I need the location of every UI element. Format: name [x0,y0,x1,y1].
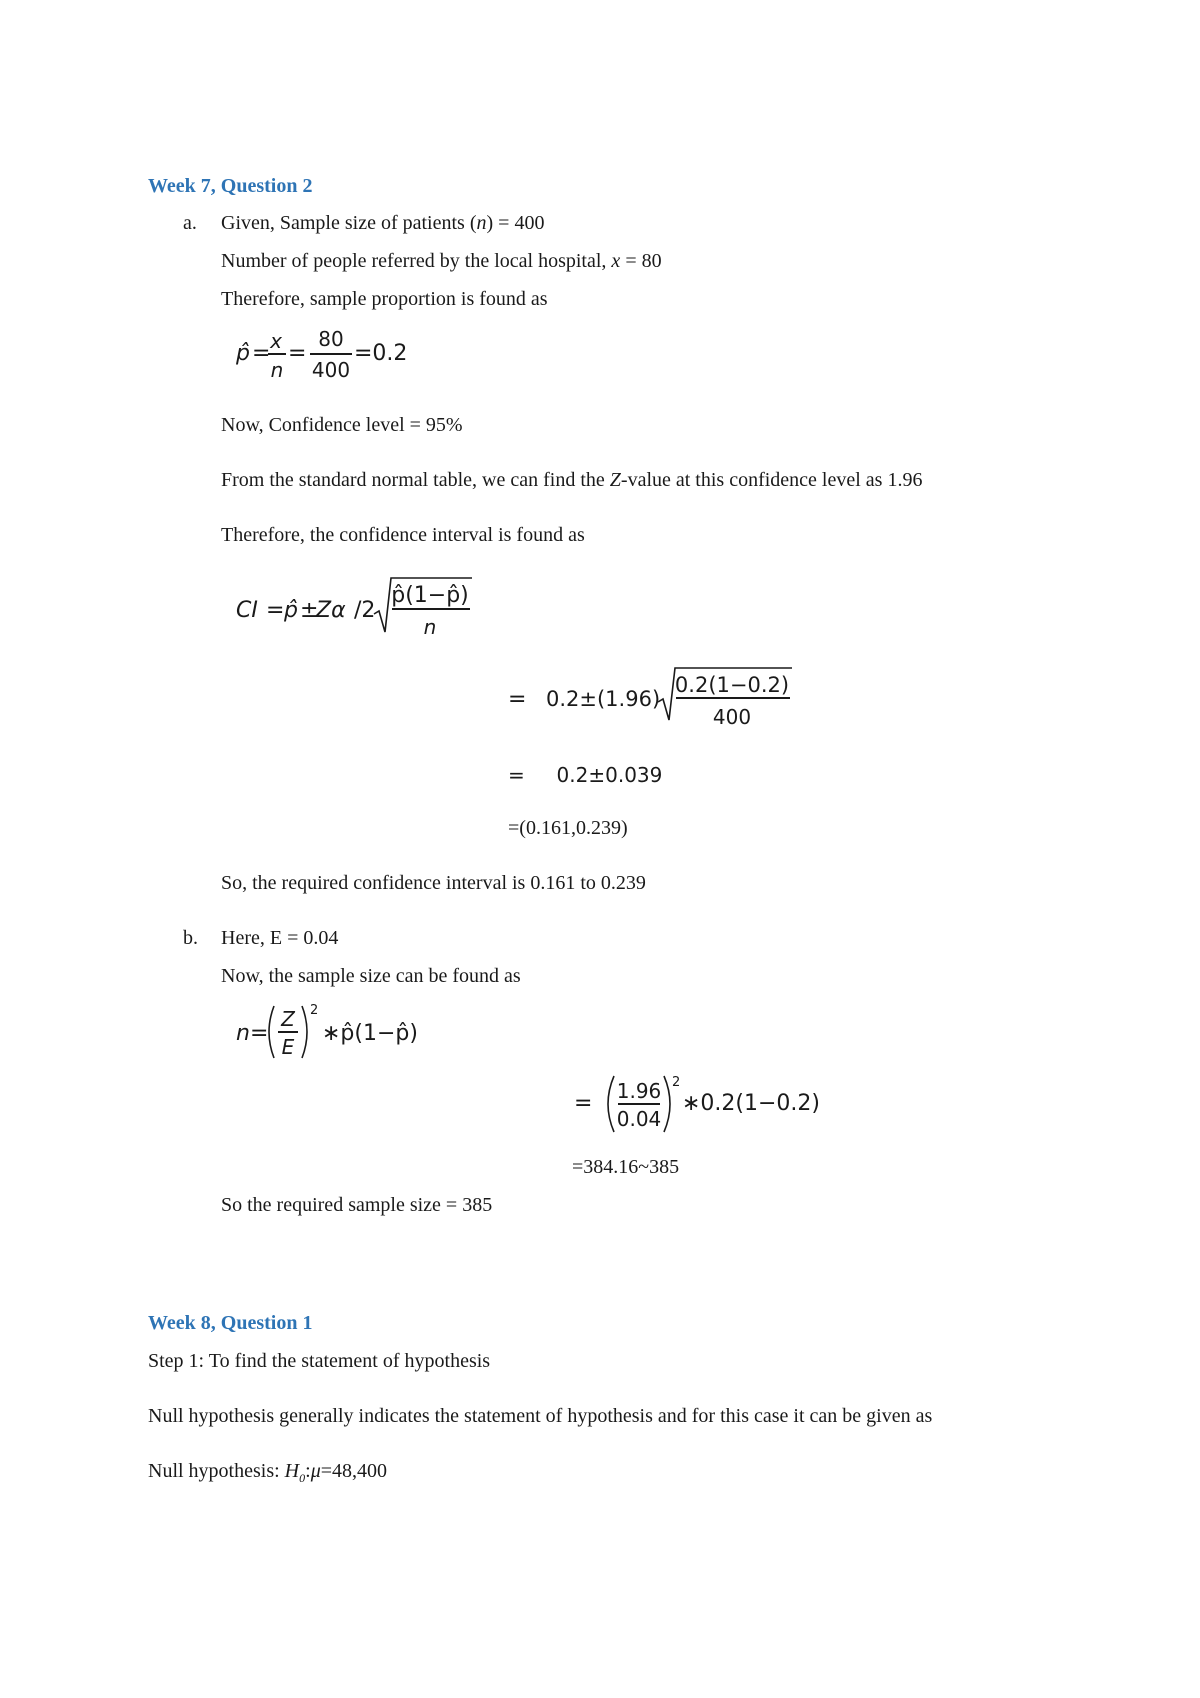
part-a-marker: a. [183,212,197,234]
ci-phat: p̂ [284,598,298,623]
step1-line: Step 1: To find the statement of hypothesis [148,1350,491,1372]
null-hypothesis-intro: Null hypothesis generally indicates the statement of hypothesis and for this case it can be given as [148,1405,933,1427]
ci-step1-eq: = [508,687,527,712]
null-value: =48,400 [320,1460,388,1482]
n-step1-paren-right [664,1076,670,1132]
ci-step1-den: 400 [712,705,752,729]
n-paren-right [302,1006,307,1058]
n-step1-num: 1.96 [616,1079,662,1103]
week8-heading: Week 8, Question 1 [148,1312,313,1334]
sample-size-intro: Now, the sample size can be found as [221,965,521,987]
ci-step1 [500,664,800,734]
frac2-num: 80 [318,327,344,351]
z-var: Z [609,469,621,491]
n-step1-den: 0.04 [616,1107,662,1131]
n-formula [232,998,442,1066]
null-h0-sub: 0 [299,1471,306,1485]
ci-step2: = 0.2±0.039 [508,763,663,787]
confidence-level: Now, Confidence level = 95% [221,414,463,436]
n-lhs: n [236,1021,250,1046]
n-frac-num: Z [281,1007,295,1031]
ci-sqrt-den: n [423,615,437,639]
ci-lhs: CI [236,598,258,623]
n-step2: =384.16~385 [572,1156,680,1178]
z-suffix: -value at this confidence level as 1.96 [620,469,923,491]
sample-size-conclusion: So the required sample size = 385 [221,1194,493,1216]
frac1-den: n [270,358,284,382]
n-step1-paren-left [608,1076,614,1132]
n-step1 [572,1070,822,1140]
ci-conclusion: So, the required confidence interval is 0.161 to 0.239 [221,872,646,894]
ci-sqrt-num: p̂(1−p̂) [391,583,469,608]
ci-z: Zα [316,598,346,623]
referred-count [221,251,662,271]
phat-eq2: = [288,341,307,366]
part-b-marker: b. [183,927,198,949]
given-e: Here, E = 0.04 [221,927,339,949]
null-hypothesis-statement [148,1461,387,1484]
null-prefix: Null hypothesis: [148,1460,285,1482]
ci-formula [232,572,492,644]
given-prefix: Given, Sample size of patients ( [221,212,477,234]
n-exponent: 2 [310,1003,319,1018]
frac1-num: x [270,329,282,353]
z-value-line [221,470,922,490]
n-eq: = [250,1021,269,1046]
null-colon: : [305,1460,311,1482]
phat-eq1: = [252,341,271,366]
given-sample-size [221,213,544,233]
referred-var: x [611,250,621,272]
n-step1-tail: ∗0.2(1−0.2) [682,1091,821,1116]
ci-pm: ± [300,598,319,623]
ci-step1-num: 0.2(1−0.2) [674,673,790,697]
ci-step3: =(0.161,0.239) [508,817,628,839]
referred-prefix: Number of people referred by the local hospital, [221,250,612,272]
given-suffix: ) = 400 [486,212,545,234]
ci-intro: Therefore, the confidence interval is found as [221,524,585,546]
null-mu: μ [310,1460,321,1482]
n-step1-eq: = [574,1091,593,1116]
n-paren-left [269,1006,274,1058]
phat-result: =0.2 [354,341,408,366]
frac2-den: 400 [311,358,351,382]
phat-formula [230,320,430,382]
n-step1-exponent: 2 [672,1075,681,1090]
week7-heading: Week 7, Question 2 [148,175,313,197]
proportion-intro: Therefore, sample proportion is found as [221,288,548,310]
given-var: n [476,212,487,234]
n-tail: ∗p̂(1−p̂) [322,1021,418,1046]
ci-step1-lead: 0.2±(1.96) [546,687,661,711]
referred-suffix: = 80 [620,250,662,272]
null-h0: H [284,1460,300,1482]
ci-half: /2 [354,598,376,623]
ci-eq: = [266,598,285,623]
phat-lhs: p̂ [236,341,250,366]
z-prefix: From the standard normal table, we can find the [221,469,610,491]
n-frac-den: E [281,1035,295,1059]
